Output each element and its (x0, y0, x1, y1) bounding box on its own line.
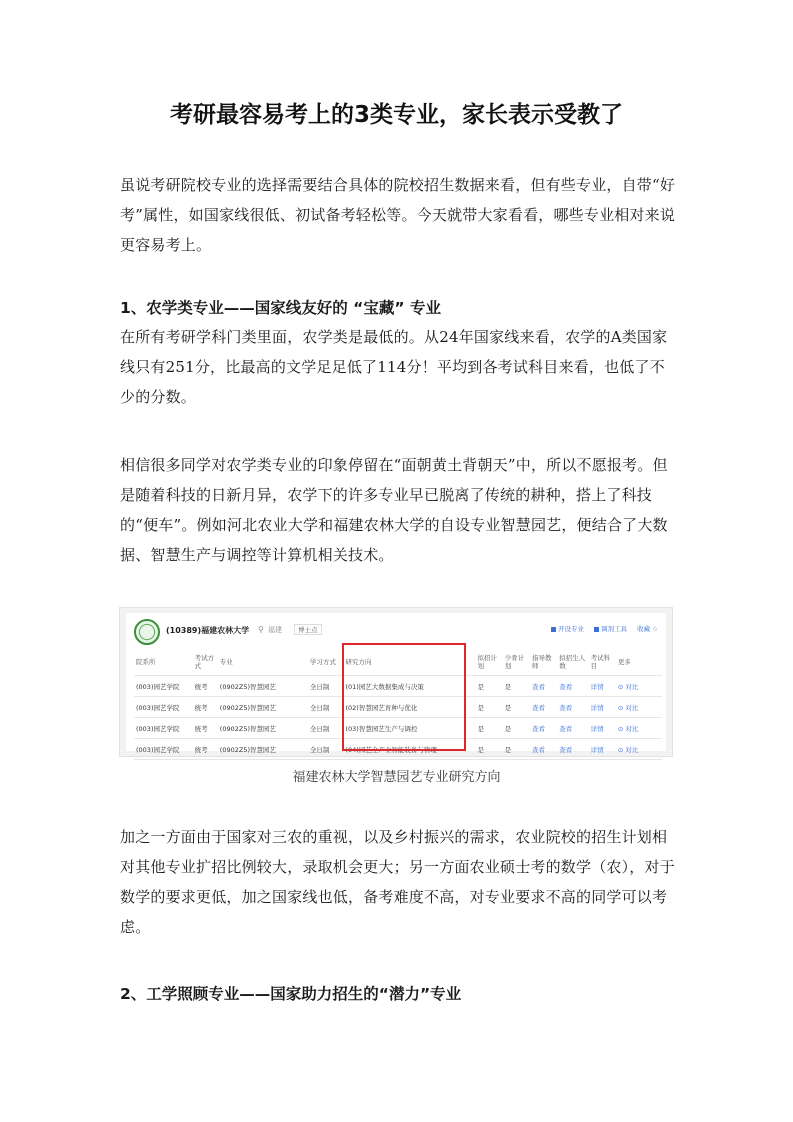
col-plan: 拟招计划 (476, 649, 503, 676)
compare-link[interactable]: ⊙ 对比 (616, 676, 662, 697)
cell-dept: (003)园艺学院 (134, 718, 193, 739)
image-caption: 福建农林大学智慧园艺专业研究方向 (292, 770, 501, 785)
cell-minority: 是 (503, 718, 530, 739)
col-subjects: 考试科目 (589, 649, 616, 676)
cell-minority: 是 (503, 739, 530, 760)
square-icon (594, 627, 599, 632)
section-1-heading: 1、农学类专业——国家线友好的 “宝藏” 专业 (120, 299, 441, 317)
square-icon (551, 627, 556, 632)
cell-plan: 是 (476, 697, 503, 718)
col-major: 专业 (218, 649, 308, 676)
open-majors-link[interactable]: 开设专业 (551, 625, 584, 633)
subjects-link[interactable]: 详情 (589, 676, 616, 697)
cell-minority: 是 (503, 676, 530, 697)
school-name[interactable]: (10389)福建农林大学 (166, 626, 250, 635)
subjects-link[interactable]: 详情 (589, 718, 616, 739)
school-location: 福建 (268, 626, 282, 634)
intro-paragraph: 虽说考研院校专业的选择需要结合具体的院校招生数据来看，但有些专业，自带“好考”属性，如国家线很低、初试备考轻松等。今天就带大家看看，哪些专业相对来说更容易考上。 (120, 176, 676, 254)
cell-exam: 统考 (193, 697, 218, 718)
count-link[interactable]: 查看 (557, 697, 588, 718)
section-1-paragraph-1: 在所有考研学科门类里面，农学类是最低的。从24年国家线来看，农学的A类国家线只有251分，比最高的文学足足低了114分！平均到各考试科目来看，也低了不少的分数。 (120, 328, 668, 406)
tutor-link[interactable]: 查看 (530, 739, 557, 760)
col-direction: 研究方向 (344, 649, 476, 676)
page-title: 考研最容易考上的3类专业，家长表示受教了 (169, 102, 623, 128)
screenshot-panel (126, 613, 666, 754)
cell-dept: (003)园艺学院 (134, 697, 193, 718)
location-pin-icon: ⚲ (258, 625, 264, 634)
cell-plan: 是 (476, 676, 503, 697)
section-1-paragraph-3: 加之一方面由于国家对三农的重视，以及乡村振兴的需求，农业院校的招生计划相对其他专业扩招比例较大，录取机会更大；另一方面农业硕士考的数学（农），对于数学的要求更低，加之国家线也低，备考难度不高，对专业要求不高的同学可以考虑。 (120, 828, 675, 936)
cell-mode: 全日制 (308, 697, 344, 718)
doctoral-badge: 博士点 (294, 624, 322, 635)
col-tutor: 指导教师 (530, 649, 557, 676)
adjust-tool-link[interactable]: 调剂工具 (594, 625, 627, 633)
cell-direction: (03)智慧园艺生产与调控 (344, 718, 476, 739)
col-more: 更多 (616, 649, 662, 676)
cell-direction: (01)园艺大数据集成与决策 (344, 676, 476, 697)
cell-major: (0902Z5)智慧园艺 (218, 676, 308, 697)
cell-dept: (003)园艺学院 (134, 676, 193, 697)
embedded-screenshot (119, 607, 673, 757)
favorite-link[interactable]: 收藏 ☆ (637, 625, 658, 633)
col-count: 拟招生人数 (557, 649, 588, 676)
subjects-link[interactable]: 详情 (589, 739, 616, 760)
count-link[interactable]: 查看 (557, 676, 588, 697)
cell-major: (0902Z5)智慧园艺 (218, 697, 308, 718)
cell-plan: 是 (476, 718, 503, 739)
compare-link[interactable]: ⊙ 对比 (616, 697, 662, 718)
cell-dept: (003)园艺学院 (134, 739, 193, 760)
col-minority: 少骨计划 (503, 649, 530, 676)
subjects-link[interactable]: 详情 (589, 697, 616, 718)
count-link[interactable]: 查看 (557, 718, 588, 739)
col-dept: 院系所 (134, 649, 193, 676)
cell-major: (0902Z5)智慧园艺 (218, 718, 308, 739)
highlight-box (342, 643, 466, 751)
screenshot-actions (543, 624, 658, 633)
cell-minority: 是 (503, 697, 530, 718)
cell-direction: (04)园艺全产业智能装备与管理 (344, 739, 476, 760)
compare-link[interactable]: ⊙ 对比 (616, 718, 662, 739)
cell-exam: 统考 (193, 676, 218, 697)
tutor-link[interactable]: 查看 (530, 718, 557, 739)
cell-major: (0902Z5)智慧园艺 (218, 739, 308, 760)
tutor-link[interactable]: 查看 (530, 676, 557, 697)
cell-mode: 全日制 (308, 718, 344, 739)
compare-link[interactable]: ⊙ 对比 (616, 739, 662, 760)
cell-plan: 是 (476, 739, 503, 760)
col-exam: 考试方式 (193, 649, 218, 676)
cell-mode: 全日制 (308, 676, 344, 697)
tutor-link[interactable]: 查看 (530, 697, 557, 718)
cell-direction: (02)智慧园艺育种与优化 (344, 697, 476, 718)
cell-mode: 全日制 (308, 739, 344, 760)
count-link[interactable]: 查看 (557, 739, 588, 760)
cell-exam: 统考 (193, 718, 218, 739)
section-1-paragraph-2: 相信很多同学对农学类专业的印象停留在“面朝黄土背朝天”中，所以不愿报考。但是随着科技的日新月异，农学下的许多专业早已脱离了传统的耕种，搭上了科技的“便车”。例如河北农业大学和福建农林大学的自设专业智慧园艺，便结合了大数据、智慧生产与调控等计算机相关技术。 (120, 456, 668, 564)
school-logo-icon (134, 619, 160, 645)
cell-exam: 统考 (193, 739, 218, 760)
col-mode: 学习方式 (308, 649, 344, 676)
section-2-heading: 2、工学照顾专业——国家助力招生的“潜力”专业 (120, 985, 462, 1003)
